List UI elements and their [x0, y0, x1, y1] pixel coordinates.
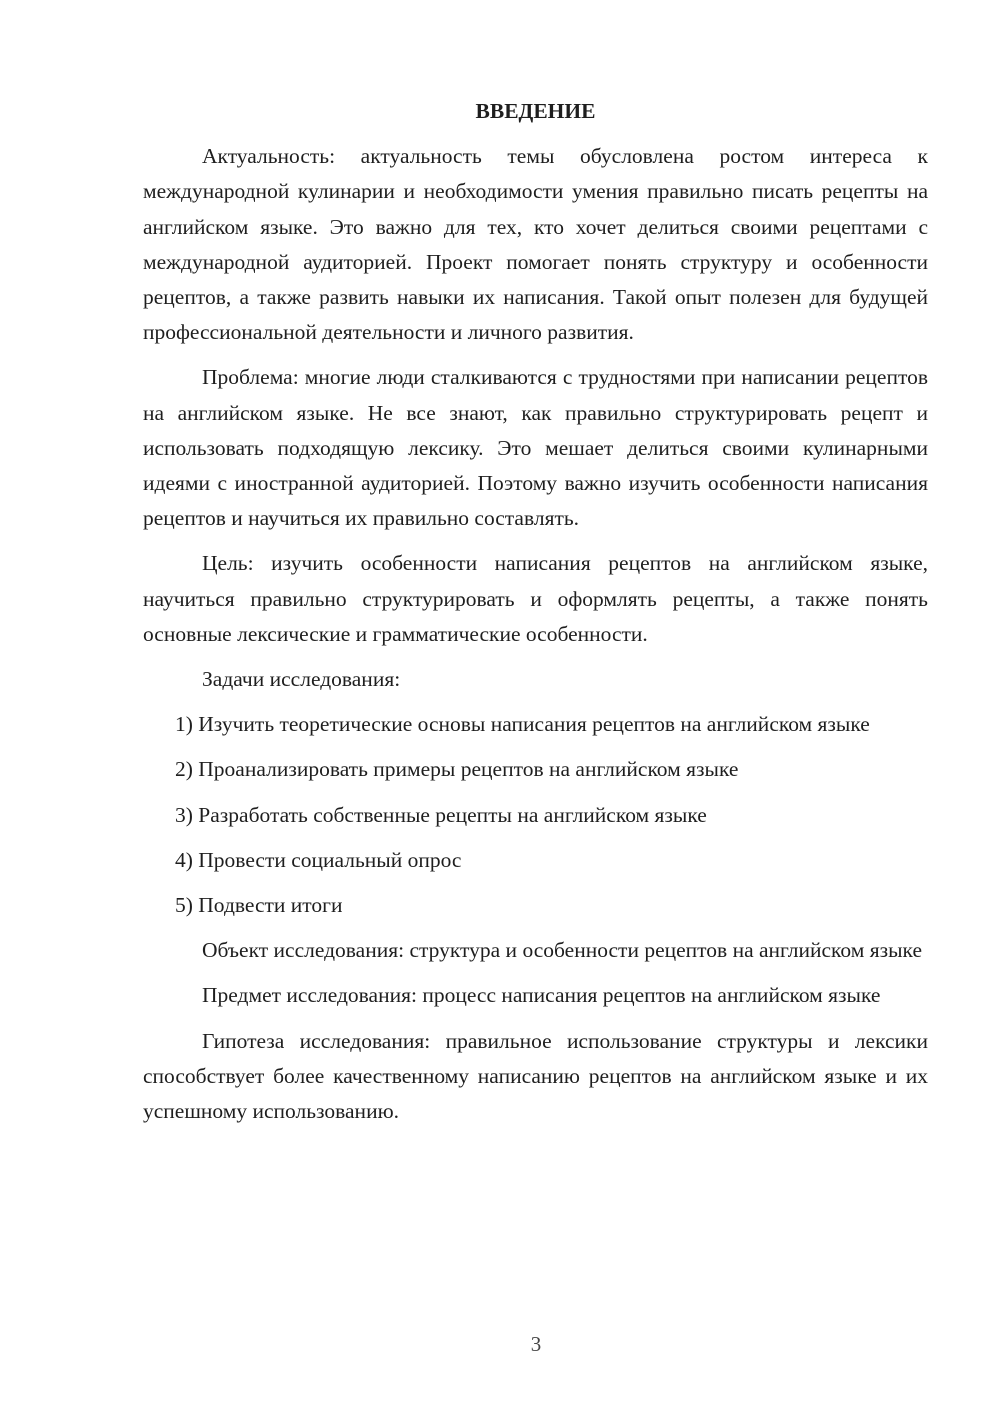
subject-paragraph: Предмет исследования: процесс написания рецептов на английском языке — [202, 983, 881, 1008]
task-item-4: 4) Провести социальный опрос — [175, 847, 462, 872]
task-item-2: 2) Проанализировать примеры рецептов на английском языке — [175, 757, 739, 782]
task-item-5: 5) Подвести итоги — [175, 893, 343, 918]
task-item-1: 1) Изучить теоретические основы написания рецептов на английском языке — [175, 712, 870, 737]
page-content — [143, 94, 928, 1129]
object-paragraph: Объект исследования: структура и особенности рецептов на английском языке — [202, 938, 923, 963]
section-title: ВВЕДЕНИЕ — [475, 99, 596, 123]
page-number: 3 — [530, 1332, 542, 1356]
task-item-3: 3) Разработать собственные рецепты на английском языке — [175, 802, 707, 827]
relevance-paragraph: Актуальность: актуальность темы обусловлена ростом интереса к международной кулинарии и необходимости умения правильно писать рецепты на английском языке. Это важно для тех, кто хочет делиться своими рецептами с международной аудиторией. Проект помогает понять структуру и особенности рецептов, а также развить навыки их написания. Такой опыт полезен для будущей профессиональной деятельности и личного развития. — [143, 144, 928, 345]
problem-paragraph: Проблема: многие люди сталкиваются с трудностями при написании рецептов на английском языке. Не все знают, как правильно структурировать рецепт и использовать подходящую лексику. Это мешает делиться своими кулинарными идеями с иностранной аудиторией. Поэтому важно изучить особенности написания рецептов и научиться их правильно составлять. — [143, 365, 928, 531]
tasks-heading: Задачи исследования: — [202, 667, 401, 692]
goal-paragraph: Цель: изучить особенности написания рецептов на английском языке, научиться правильно структурировать и оформлять рецепты, а также понять основные лексические и грамматические особенности. — [143, 551, 928, 646]
hypothesis-paragraph: Гипотеза исследования: правильное использование структуры и лексики способствует более качественному написанию рецептов на английском языке и их успешному использованию. — [143, 1028, 928, 1124]
